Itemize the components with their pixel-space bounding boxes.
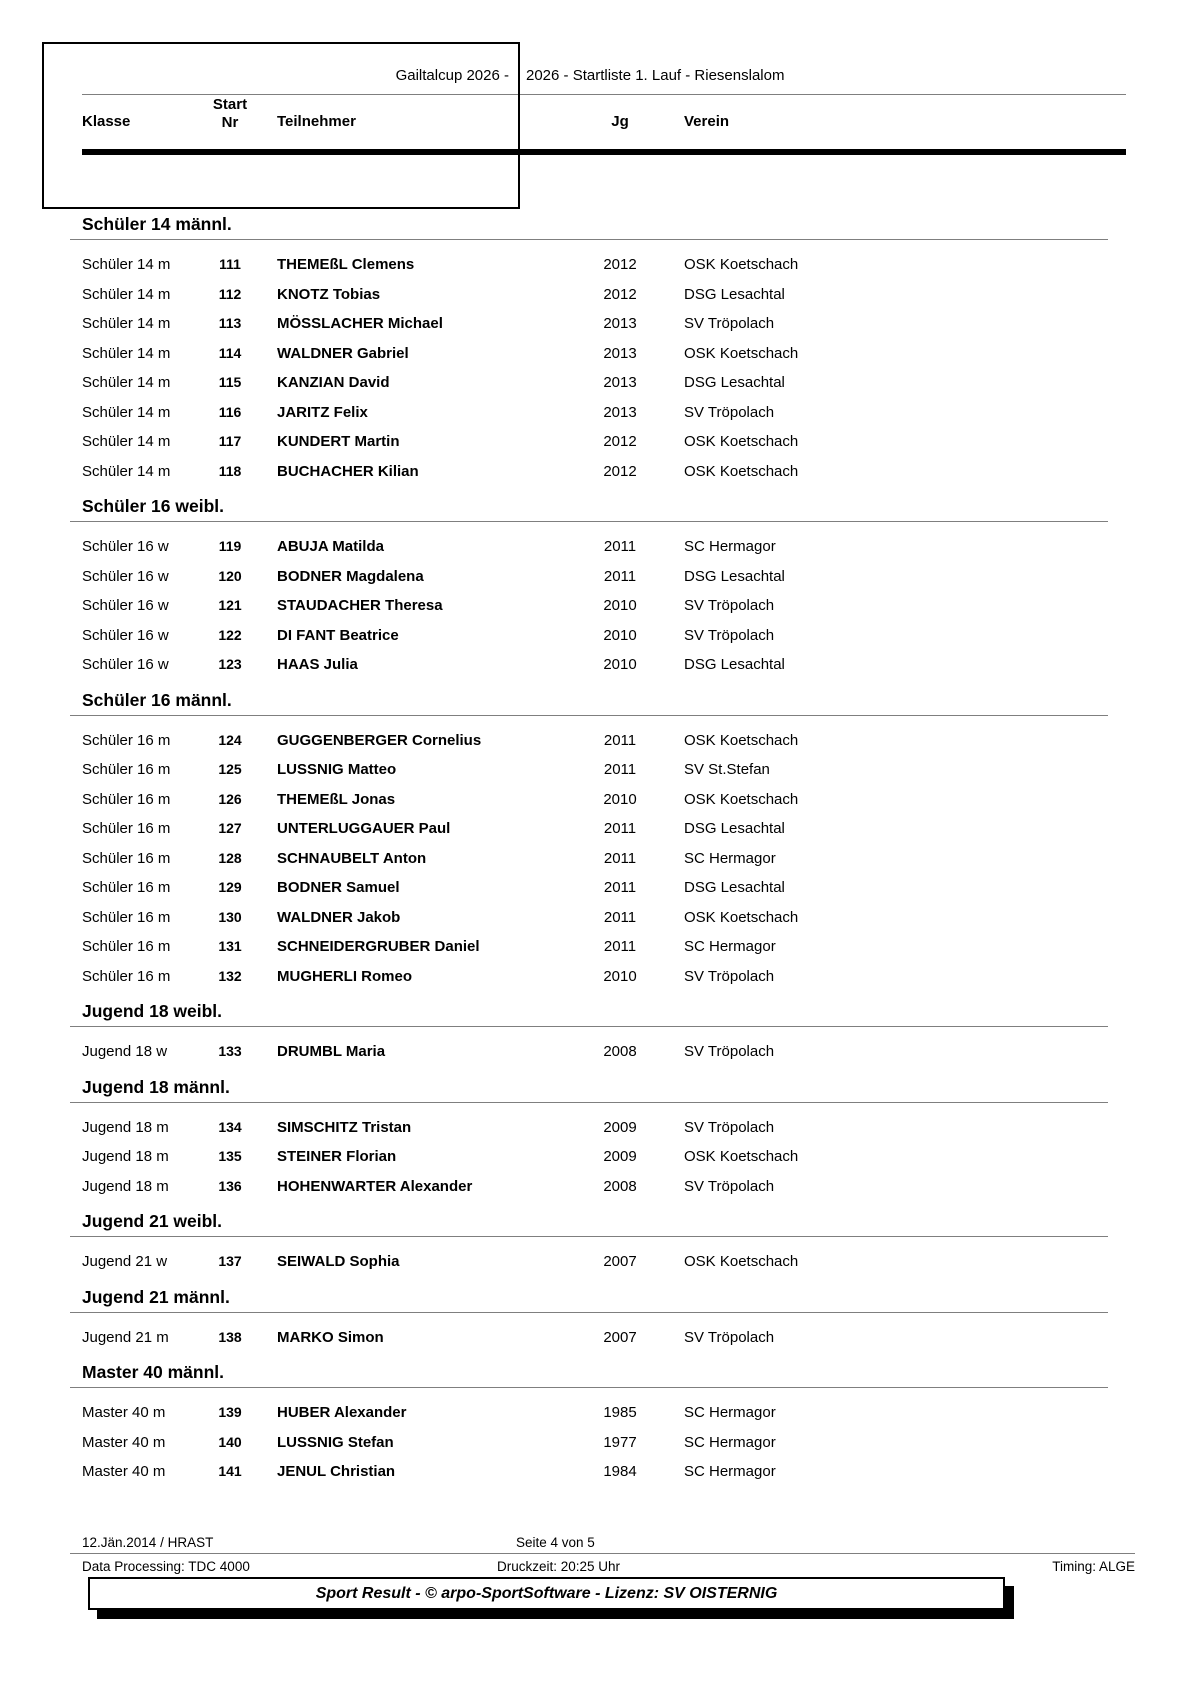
section-rows [0, 726, 1190, 992]
footer-date-author: 12.Jän.2014 / HRAST [82, 1535, 214, 1550]
table-row [0, 785, 1190, 815]
row-start-nr: 138 [218, 1328, 242, 1345]
row-start-nr: 122 [218, 626, 242, 643]
license-banner: Sport Result - © arpo-SportSoftware - Lizenz: SV OISTERNIG [88, 1577, 1005, 1610]
table-row [0, 903, 1190, 933]
row-verein: SV Tröpolach [684, 597, 775, 614]
row-start-nr: 126 [218, 790, 242, 807]
row-name: DI FANT Beatrice [277, 626, 399, 644]
row-name: WALDNER Jakob [277, 908, 401, 926]
row-start-nr: 128 [218, 849, 242, 866]
row-klasse: Jugend 18 w [82, 1043, 168, 1060]
table-row [0, 368, 1190, 398]
row-jg: 2013 [603, 344, 637, 362]
row-jg: 2012 [603, 462, 637, 480]
row-start-nr: 118 [218, 462, 242, 479]
column-header-start-nr-line1: Start [212, 96, 248, 113]
table-row [0, 1398, 1190, 1428]
row-verein: OSK Koetschach [684, 462, 799, 480]
section-title: Schüler 16 männl. [82, 689, 232, 710]
row-start-nr: 139 [218, 1404, 242, 1420]
row-klasse: Schüler 14 m [82, 315, 171, 332]
row-klasse: Schüler 16 w [82, 597, 169, 614]
row-verein: OSK Koetschach [684, 1253, 799, 1270]
row-start-nr: 111 [219, 256, 241, 272]
row-jg: 2011 [603, 820, 637, 837]
row-klasse: Schüler 14 m [82, 462, 171, 480]
row-verein: SV Tröpolach [684, 967, 775, 985]
row-jg: 2011 [603, 938, 637, 955]
section [0, 1286, 1190, 1353]
row-name: MARKO Simon [277, 1328, 384, 1346]
table-row [0, 427, 1190, 457]
section-title: Schüler 14 männl. [82, 214, 232, 234]
section-rows [0, 532, 1190, 680]
row-klasse: Schüler 16 m [82, 967, 171, 985]
row-start-nr: 132 [218, 967, 242, 984]
row-name: KANZIAN David [277, 374, 390, 391]
table-row [0, 932, 1190, 962]
row-jg: 2010 [603, 790, 637, 808]
row-start-nr: 133 [218, 1043, 242, 1059]
row-verein: SV Tröpolach [684, 1043, 775, 1060]
row-klasse: Master 40 m [82, 1404, 166, 1421]
row-start-nr: 136 [218, 1177, 242, 1194]
row-klasse: Master 40 m [82, 1433, 166, 1451]
table-row [0, 280, 1190, 310]
table-row [0, 621, 1190, 651]
column-header-verein: Verein [684, 113, 730, 130]
row-name: KUNDERT Martin [277, 433, 400, 450]
row-verein: OSK Koetschach [684, 433, 799, 450]
row-start-nr: 112 [218, 285, 242, 302]
row-name: UNTERLUGGAUER Paul [277, 820, 451, 837]
row-klasse: Schüler 16 m [82, 731, 171, 749]
section-rows [0, 1037, 1190, 1067]
row-start-nr: 127 [218, 820, 242, 836]
row-klasse: Schüler 14 m [82, 403, 171, 421]
row-name: KNOTZ Tobias [277, 285, 381, 303]
table-row [0, 1428, 1190, 1458]
footer-print-time: Druckzeit: 20:25 Uhr [497, 1559, 621, 1574]
row-start-nr: 141 [218, 1463, 242, 1479]
row-klasse: Schüler 14 m [82, 374, 171, 391]
row-verein: DSG Lesachtal [684, 374, 785, 391]
row-jg: 2011 [603, 908, 637, 926]
section-title: Jugend 18 weibl. [82, 1001, 223, 1021]
row-klasse: Jugend 18 m [82, 1177, 169, 1195]
row-start-nr: 117 [218, 433, 242, 449]
row-klasse: Schüler 16 w [82, 538, 169, 555]
row-jg: 2012 [603, 285, 637, 303]
row-start-nr: 129 [218, 879, 242, 895]
table-row [0, 962, 1190, 992]
table-row [0, 309, 1190, 339]
section [0, 1076, 1190, 1202]
row-jg: 2010 [603, 626, 637, 644]
table-row [0, 873, 1190, 903]
row-klasse: Schüler 14 m [82, 344, 171, 362]
footer-page-number: Seite 4 von 5 [516, 1535, 595, 1550]
row-verein: OSK Koetschach [684, 908, 799, 926]
table-row [0, 844, 1190, 874]
row-klasse: Schüler 16 m [82, 938, 171, 955]
column-header-start-nr-line2: Nr [221, 114, 239, 131]
row-name: LUSSNIG Stefan [277, 1433, 394, 1451]
row-verein: SC Hermagor [684, 1404, 776, 1421]
row-klasse: Schüler 16 w [82, 626, 169, 644]
table-row [0, 650, 1190, 680]
row-klasse: Schüler 16 m [82, 790, 171, 808]
row-name: THEMEßL Clemens [277, 256, 415, 273]
section-title: Master 40 männl. [82, 1362, 224, 1382]
table-row [0, 1142, 1190, 1172]
row-jg: 1984 [603, 1463, 637, 1480]
table-row [0, 755, 1190, 785]
row-verein: OSK Koetschach [684, 256, 799, 273]
row-start-nr: 125 [218, 761, 242, 777]
row-verein: OSK Koetschach [684, 344, 799, 362]
row-verein: DSG Lesachtal [684, 820, 785, 837]
divider-section [70, 1102, 1108, 1103]
row-start-nr: 131 [218, 938, 242, 954]
row-name: JARITZ Felix [277, 403, 368, 421]
row-start-nr: 113 [218, 315, 242, 331]
row-jg: 2011 [603, 538, 637, 555]
row-start-nr: 119 [218, 538, 242, 554]
page-title-left: Gailtalcup 2026 - [395, 67, 509, 84]
row-start-nr: 120 [218, 567, 242, 584]
section-title: Jugend 21 weibl. [82, 1211, 223, 1231]
row-start-nr: 124 [218, 731, 242, 748]
row-klasse: Schüler 16 m [82, 908, 171, 926]
row-verein: SC Hermagor [684, 1433, 776, 1451]
table-row [0, 814, 1190, 844]
row-verein: SC Hermagor [684, 849, 776, 867]
row-start-nr: 140 [218, 1433, 242, 1450]
row-verein: SV Tröpolach [684, 1118, 775, 1136]
row-name: MÖSSLACHER Michael [277, 315, 443, 332]
table-row [0, 250, 1190, 280]
row-start-nr: 134 [218, 1118, 242, 1135]
row-name: HAAS Julia [277, 656, 358, 673]
section [0, 1210, 1190, 1277]
row-klasse: Jugend 18 m [82, 1148, 169, 1165]
row-verein: SC Hermagor [684, 1463, 776, 1480]
row-klasse: Schüler 16 w [82, 656, 169, 673]
column-header-jg: Jg [611, 113, 629, 130]
row-klasse: Schüler 14 m [82, 285, 171, 303]
row-name: BODNER Samuel [277, 879, 400, 896]
row-jg: 2007 [603, 1253, 637, 1270]
row-name: SCHNAUBELT Anton [277, 849, 427, 867]
row-start-nr: 137 [218, 1253, 242, 1269]
row-klasse: Schüler 14 m [82, 256, 171, 273]
divider-section [70, 521, 1108, 522]
row-jg: 2011 [603, 731, 637, 749]
row-jg: 2013 [603, 403, 637, 421]
row-name: GUGGENBERGER Cornelius [277, 731, 482, 749]
row-jg: 2013 [603, 374, 637, 391]
section-rows [0, 1113, 1190, 1202]
table-row [0, 1247, 1190, 1277]
row-jg: 2007 [603, 1328, 637, 1346]
row-verein: SV Tröpolach [684, 403, 775, 421]
column-header-teilnehmer: Teilnehmer [277, 113, 356, 130]
row-name: WALDNER Gabriel [277, 344, 409, 362]
row-name: ABUJA Matilda [277, 538, 384, 555]
row-klasse: Schüler 16 m [82, 761, 171, 778]
row-klasse: Jugend 18 m [82, 1118, 169, 1136]
row-name: THEMEßL Jonas [277, 790, 396, 808]
column-header-start-nr [200, 96, 260, 132]
row-verein: SV St.Stefan [684, 761, 770, 778]
row-name: SEIWALD Sophia [277, 1253, 400, 1270]
row-start-nr: 116 [218, 403, 242, 420]
divider-section [70, 715, 1108, 716]
divider-section [70, 1387, 1108, 1388]
row-verein: SC Hermagor [684, 538, 776, 555]
row-name: BODNER Magdalena [277, 567, 424, 585]
row-verein: SV Tröpolach [684, 1177, 775, 1195]
section-rows [0, 1323, 1190, 1353]
row-verein: OSK Koetschach [684, 790, 799, 808]
row-jg: 2009 [603, 1118, 637, 1136]
row-verein: SV Tröpolach [684, 1328, 775, 1346]
row-jg: 1977 [603, 1433, 637, 1451]
section-rows [0, 1398, 1190, 1487]
section [0, 1000, 1190, 1067]
row-name: LUSSNIG Matteo [277, 761, 397, 778]
row-start-nr: 115 [218, 374, 242, 390]
row-start-nr: 114 [218, 344, 242, 361]
row-name: BUCHACHER Kilian [277, 462, 419, 480]
row-jg: 2011 [603, 567, 637, 585]
row-verein: DSG Lesachtal [684, 879, 785, 896]
section [0, 213, 1190, 486]
row-klasse: Schüler 16 w [82, 567, 169, 585]
row-jg: 2008 [603, 1043, 637, 1060]
row-verein: DSG Lesachtal [684, 656, 785, 673]
section [0, 689, 1190, 992]
row-start-nr: 121 [218, 597, 242, 613]
start-list [0, 204, 1190, 1487]
row-verein: SC Hermagor [684, 938, 776, 955]
divider-section [70, 1026, 1108, 1027]
table-row [0, 726, 1190, 756]
row-jg: 2011 [603, 879, 637, 896]
divider-section [70, 1312, 1108, 1313]
table-row [0, 1037, 1190, 1067]
table-row [0, 1113, 1190, 1143]
row-klasse: Schüler 14 m [82, 433, 171, 450]
row-start-nr: 130 [218, 908, 242, 925]
section [0, 1361, 1190, 1487]
row-verein: SV Tröpolach [684, 315, 775, 332]
row-klasse: Schüler 16 m [82, 820, 171, 837]
section-title: Jugend 21 männl. [82, 1286, 230, 1307]
row-name: HUBER Alexander [277, 1404, 407, 1421]
row-name: JENUL Christian [277, 1463, 396, 1480]
table-row [0, 1323, 1190, 1353]
column-header-klasse: Klasse [82, 113, 131, 130]
row-klasse: Schüler 16 m [82, 879, 171, 896]
row-jg: 2012 [603, 256, 637, 273]
row-jg: 2010 [603, 967, 637, 985]
row-verein: SV Tröpolach [684, 626, 775, 644]
row-name: SIMSCHITZ Tristan [277, 1118, 412, 1136]
section-title: Schüler 16 weibl. [82, 496, 224, 516]
row-verein: DSG Lesachtal [684, 285, 785, 303]
row-verein: OSK Koetschach [684, 1148, 799, 1165]
row-verein: DSG Lesachtal [684, 567, 785, 585]
row-name: STEINER Florian [277, 1148, 397, 1165]
table-row [0, 339, 1190, 369]
page-title-right: 2026 - Startliste 1. Lauf - Riesenslalom [526, 67, 785, 84]
row-jg: 2010 [603, 597, 637, 614]
row-name: STAUDACHER Theresa [277, 597, 443, 614]
section-rows [0, 250, 1190, 486]
row-verein: OSK Koetschach [684, 731, 799, 749]
row-klasse: Jugend 21 w [82, 1253, 168, 1270]
table-row [0, 457, 1190, 487]
section-title: Jugend 18 männl. [82, 1076, 230, 1097]
table-row [0, 591, 1190, 621]
row-jg: 2009 [603, 1148, 637, 1165]
row-jg: 1985 [603, 1404, 637, 1421]
row-jg: 2013 [603, 315, 637, 332]
row-name: DRUMBL Maria [277, 1043, 386, 1060]
row-name: MUGHERLI Romeo [277, 967, 412, 985]
row-start-nr: 123 [218, 656, 242, 672]
row-jg: 2010 [603, 656, 637, 673]
section [0, 495, 1190, 680]
table-row [0, 398, 1190, 428]
row-jg: 2008 [603, 1177, 637, 1195]
row-klasse: Schüler 16 m [82, 849, 171, 867]
row-klasse: Jugend 21 m [82, 1328, 169, 1346]
row-jg: 2011 [603, 849, 637, 867]
footer-timing: Timing: ALGE [1052, 1559, 1135, 1574]
divider-section [70, 1236, 1108, 1237]
table-row [0, 532, 1190, 562]
row-klasse: Master 40 m [82, 1463, 166, 1480]
row-name: HOHENWARTER Alexander [277, 1177, 473, 1195]
section-rows [0, 1247, 1190, 1277]
footer-data-processing: Data Processing: TDC 4000 [82, 1559, 250, 1574]
table-row [0, 1457, 1190, 1487]
row-name: SCHNEIDERGRUBER Daniel [277, 938, 480, 955]
divider-footer [70, 1553, 1135, 1554]
row-start-nr: 135 [218, 1148, 242, 1164]
row-jg: 2012 [603, 433, 637, 450]
table-row [0, 1172, 1190, 1202]
divider-section [70, 239, 1108, 240]
table-row [0, 562, 1190, 592]
row-jg: 2011 [603, 761, 637, 778]
